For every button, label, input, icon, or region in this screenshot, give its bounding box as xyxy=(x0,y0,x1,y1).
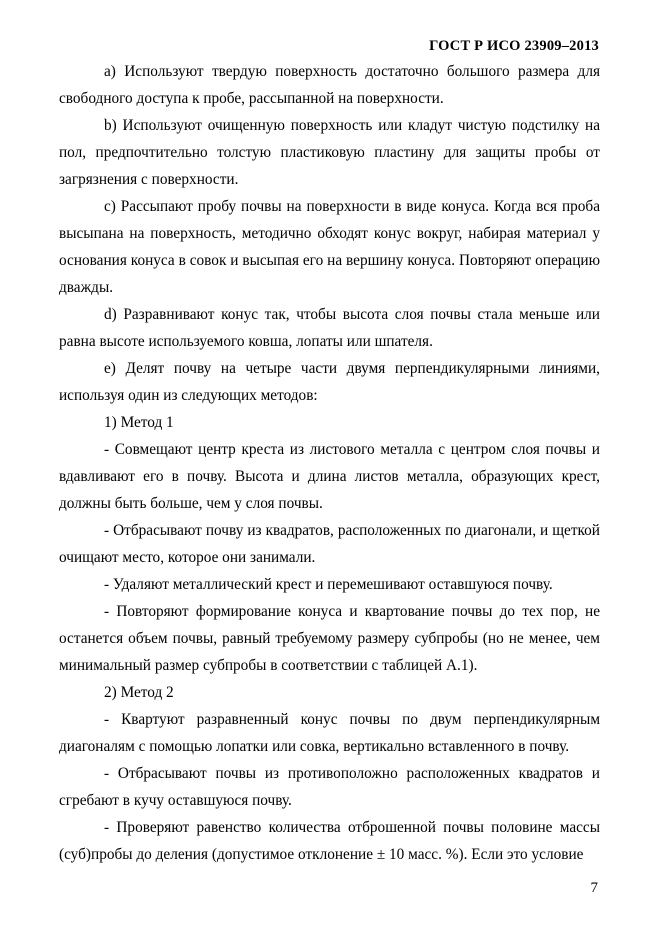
method-2-step: - Отбрасывают почвы из противоположно расположенных квадратов и сгребают в кучу оставшуюся почву. xyxy=(59,765,600,809)
paragraph-item-d: d) Разравнивают конус так, чтобы высота слоя почвы стала меньше или равна высоте используемого ковша, лопаты или шпателя. xyxy=(59,306,600,350)
document-header: ГОСТ Р ИСО 23909–2013 xyxy=(429,38,599,54)
document-body xyxy=(59,58,600,868)
method-2-step: - Проверяют равенство количества отброшенной почвы половине массы (суб)пробы до деления (допустимое отклонение ± 10 масс. %). Если это условие xyxy=(59,819,600,863)
paragraph-item-c: c) Рассыпают пробу почвы на поверхности в виде конуса. Когда вся проба высыпана на поверхность, методично обходят конус вокруг, набирая материал у основания конуса в совок и высыпая его на вершину конуса. Повторяют операцию дважды. xyxy=(59,198,600,296)
paragraph-item-e: e) Делят почву на четыре части двумя перпендикулярными линиями, используя один из следующих методов: xyxy=(59,360,600,404)
method-2-heading: 2) Метод 2 xyxy=(104,684,174,701)
method-1-heading: 1) Метод 1 xyxy=(104,414,174,431)
paragraph-item-b: b) Используют очищенную поверхность или кладут чистую подстилку на пол, предпочтительно толстую пластиковую пластину для защиты пробы от загрязнения с поверхности. xyxy=(59,117,600,188)
method-2-step: - Квартуют разравненный конус почвы по двум перпендикулярным диагоналям с помощью лопатки или совка, вертикально вставленного в почву. xyxy=(59,711,600,755)
method-1-step: - Удаляют металлический крест и перемешивают оставшуюся почву. xyxy=(104,576,553,593)
page-number: 7 xyxy=(590,880,598,896)
method-1-step: - Отбрасывают почву из квадратов, расположенных по диагонали, и щеткой очищают место, которое они занимали. xyxy=(59,522,600,566)
paragraph-item-a: a) Используют твердую поверхность достаточно большого размера для свободного доступа к пробе, рассыпанной на поверхности. xyxy=(59,63,600,107)
method-1-step: - Совмещают центр креста из листового металла с центром слоя почвы и вдавливают его в почву. Высота и длина листов металла, образующих крест, должны быть больше, чем у слоя почвы. xyxy=(59,441,600,512)
method-1-step: - Повторяют формирование конуса и квартование почвы до тех пор, не останется объем почвы, равный требуемому размеру субпробы (но не менее, чем минимальный размер субпробы в соответствии с таблицей А.1). xyxy=(59,603,600,674)
